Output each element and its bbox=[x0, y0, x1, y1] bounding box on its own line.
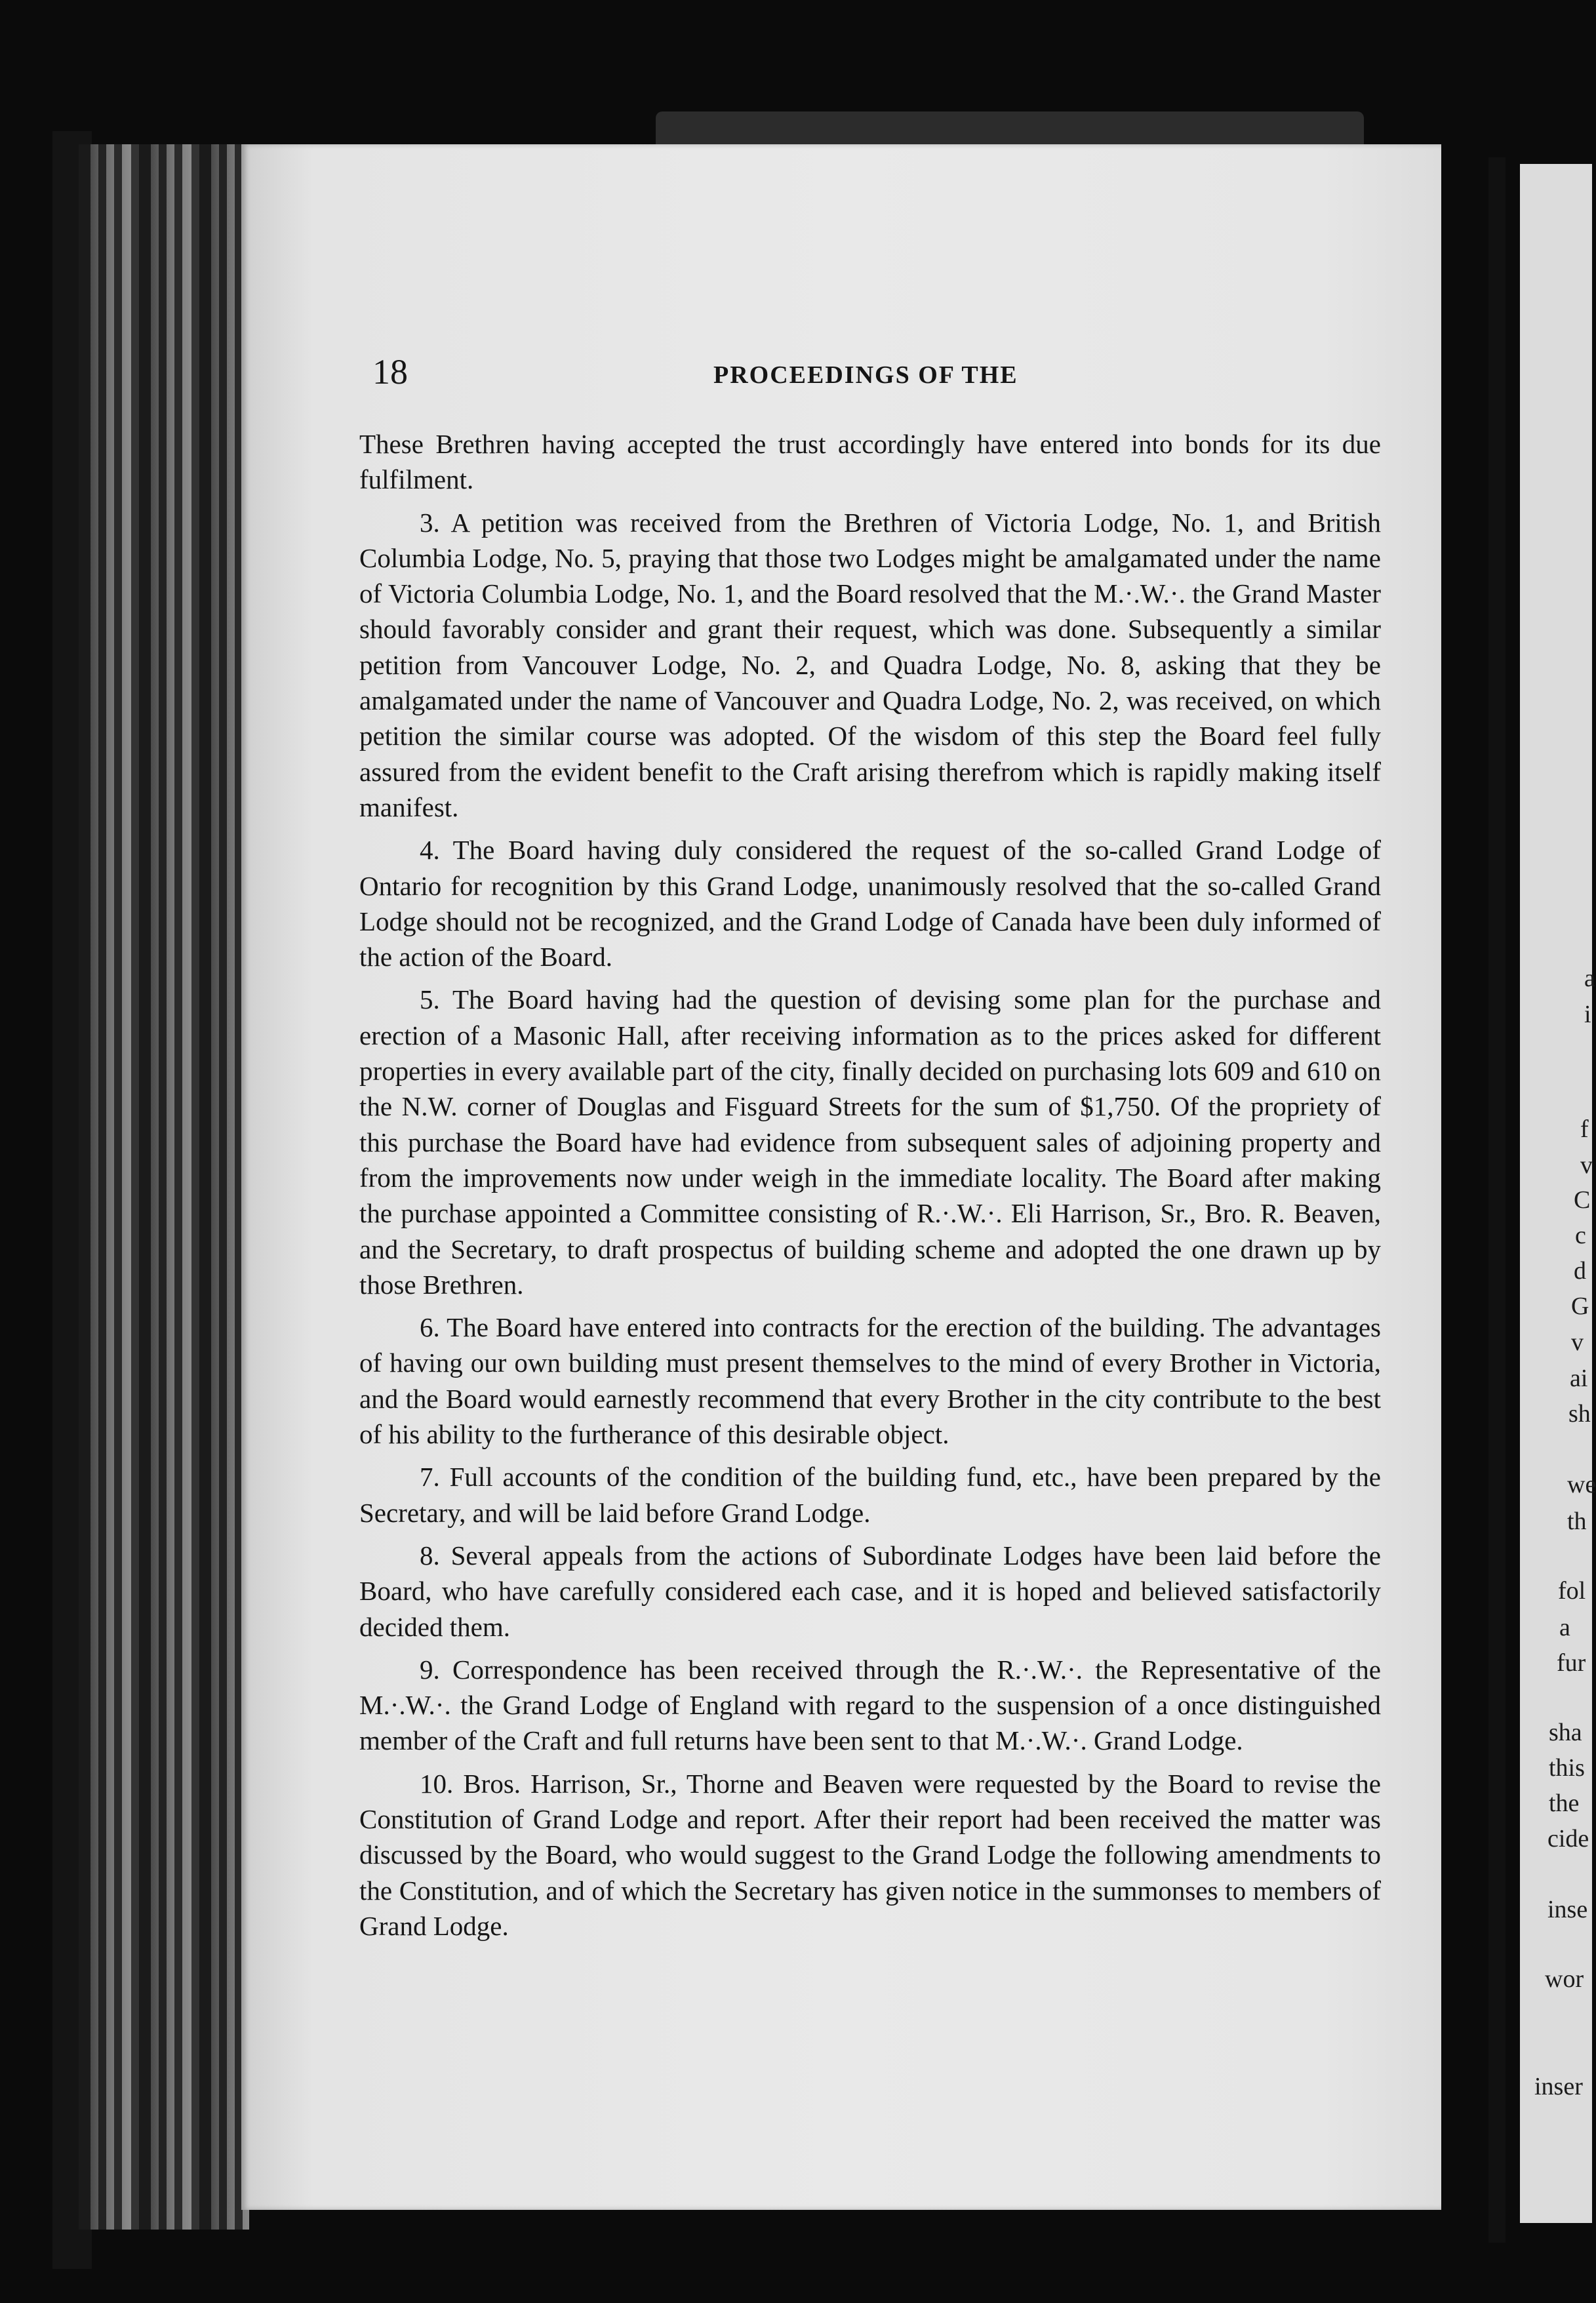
next-page-fragment: v bbox=[1571, 1329, 1584, 1356]
next-page-fragment: a bbox=[1584, 965, 1595, 992]
next-page-fragment: fol bbox=[1558, 1577, 1586, 1605]
next-page-fragment: sh bbox=[1568, 1400, 1591, 1428]
next-page-fragment: G bbox=[1571, 1292, 1589, 1320]
next-page-fragment: i bbox=[1584, 1001, 1591, 1028]
next-page-fragment: inser bbox=[1534, 2073, 1583, 2100]
page-body bbox=[359, 426, 1381, 1951]
page-number: 18 bbox=[372, 352, 408, 391]
next-page-fragment: ai bbox=[1570, 1365, 1588, 1392]
page-header bbox=[372, 351, 1369, 391]
paragraph-10: 10. Bros. Harrison, Sr., Thorne and Beaven were requested by the Board to revise the Constitution of Grand Lodge and report. After their report had been received the matter was discussed by the Board, who would suggest to the Grand Lodge the following amendments to the Constitution, and of which the Secretary has given notice in the summonses to members of Grand Lodge. bbox=[359, 1768, 1381, 1941]
next-page-fragment: C bbox=[1574, 1186, 1591, 1214]
paragraph-8: 8. Several appeals from the actions of Subordinate Lodges have been laid before the Board, who have carefully considered each case, and it is hoped and believed satisfactorily decided them. bbox=[359, 1540, 1381, 1642]
next-page-fragment: a bbox=[1559, 1614, 1570, 1641]
next-page-fragment: c bbox=[1575, 1222, 1586, 1249]
next-page-fragment: cide bbox=[1547, 1825, 1589, 1852]
next-page-fragment: th bbox=[1567, 1508, 1587, 1535]
gutter-shadow bbox=[1488, 157, 1506, 2243]
paragraph-4: 4. The Board having duly considered the request of the so-called Grand Lodge of Ontario for recognition by this Grand Lodge, unanimously resolved that the so-called Grand Lodge should not be recognized, and the Grand Lodge of Canada have been duly informed of the action of the Board. bbox=[359, 835, 1381, 972]
paragraph-7: 7. Full accounts of the condition of the building fund, etc., have been prepared by the Secretary, and will be laid before Grand Lodge. bbox=[359, 1462, 1381, 1528]
next-page-fragment: inse bbox=[1547, 1896, 1588, 1923]
next-page-fragment: the bbox=[1549, 1790, 1580, 1817]
stacked-page-edges bbox=[79, 144, 249, 2230]
paragraph-3: 3. A petition was received from the Brethren of Victoria Lodge, No. 1, and British Columbia Lodge, No. 5, praying that those two Lodges might be amalgamated under the name of Victoria Columbia Lodge, No. 1, and the Board resolved that the M.·.W.·. the Grand Master should favorably consider and grant their request, which was done. Subsequently a similar petition from Vancouver Lodge, No. 2, and Quadra Lodge, No. 8, asking that they be amalgamated under the name of Vancouver and Quadra Lodge, No. 2, was received, on which petition the similar course was adopted. Of the wisdom of this step the Board feel fully assured from the evident benefit to the Craft arising therefrom which is rapidly making itself manifest. bbox=[359, 507, 1381, 822]
paragraph-5: 5. The Board having had the question of devising some plan for the purchase and erection of a Masonic Hall, after receiving information as to the prices asked for different properties in every available part of the city, finally decided on purchasing lots 609 and 610 on the N.W. corner of Douglas and Fisguard Streets for the sum of $1,750. Of the propriety of this purchase the Board have had evidence from subsequent sales of adjoining property and from the improvements now under weigh in the immediate locality. The Board after making the purchase appointed a Committee consisting of R.·.W.·. Eli Harrison, Sr., Bro. R. Beaven, and the Secretary, to draft prospectus of building scheme and adopted the one drawn up by those Brethren. bbox=[359, 984, 1381, 1300]
next-page-fragment: sha bbox=[1549, 1719, 1582, 1746]
next-page-fragment: f bbox=[1580, 1115, 1589, 1143]
next-page-fragment: we bbox=[1567, 1471, 1596, 1498]
running-head: PROCEEDINGS OF THE bbox=[713, 361, 1018, 389]
paragraph-6: 6. The Board have entered into contracts for the erection of the building. The advantages of having our own building must present themselves to the mind of every Brother in Victoria, and the Board would earnestly recommend that every Brother in the city contribute to the best of his ability to the furtherance of this desirable object. bbox=[359, 1312, 1381, 1450]
next-page-fragment: fur bbox=[1557, 1649, 1586, 1677]
next-page-fragment: v bbox=[1580, 1152, 1593, 1179]
next-page-fragment: this bbox=[1549, 1754, 1585, 1782]
next-page-fragment: d bbox=[1574, 1257, 1586, 1285]
next-page-fragment: wor bbox=[1545, 1965, 1584, 1993]
paragraph-continuation: These Brethren having accepted the trust accordingly have entered into bonds for its due fulfilment. bbox=[359, 429, 1381, 495]
paragraph-9: 9. Correspondence has been received through the R.·.W.·. the Representative of the M.·.W.·. the Grand Lodge of England with regard to the suspension of a once distinguished member of the Craft and full returns have been sent to that M.·.W.·. Grand Lodge. bbox=[359, 1654, 1381, 1756]
